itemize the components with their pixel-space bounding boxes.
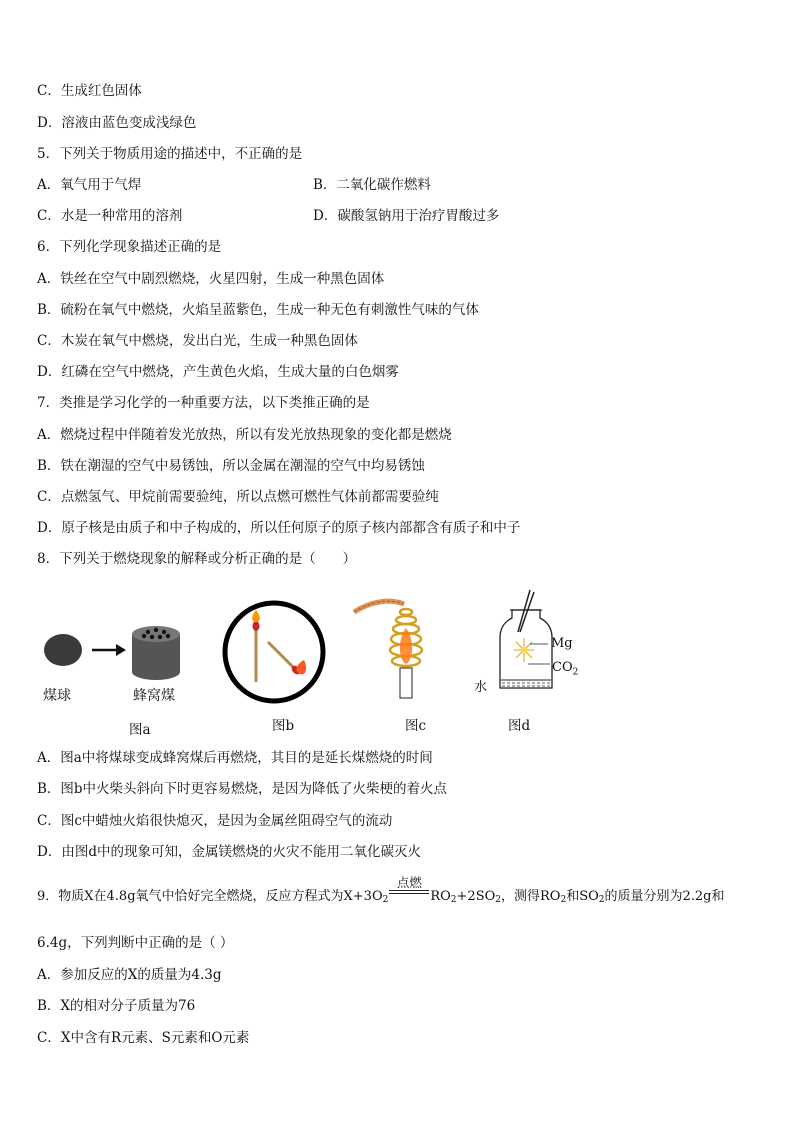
q9-stem-line1: 9．物质X在4.8g氧气中恰好完全燃烧，反应方程式为$X+3O_2$ 点燃 $RO_2+2SO_2$，测得$RO_2$和$SO_2$的质量分别为2.2g和 [37,875,725,905]
honeycomb-coal-icon [132,626,180,680]
q8-stem: 8．下列关于燃烧现象的解释或分析正确的是（ ） [37,551,357,567]
figure-b-matches [220,598,328,706]
figure-c-caption: 图c [405,718,427,734]
q8-option-c: C．图c中蜡烛火焰很快熄灭，是因为金属丝阻碍空气的流动 [37,813,393,829]
q7-option-c: C．点燃氢气、甲烷前需要验纯，所以点燃可燃性气体前都需要验纯 [37,489,439,505]
prev-option-c: C．生成红色固体 [37,83,142,99]
tongs-icon [518,590,530,632]
q9-option-c: C．X中含有R元素、S元素和O元素 [37,1030,250,1046]
q9-stem-line2: 6.4g，下列判断中正确的是（ ） [37,935,234,951]
q7-option-d: D．原子核是由质子和中子构成的，所以任何原子的原子核内部都含有质子和中子 [37,520,521,536]
figure-d-label-mg: Mg [551,636,573,651]
prev-option-d: D．溶液由蓝色变成浅绿色 [37,115,197,131]
q5-option-d: D．碳酸氢钠用于治疗胃酸过多 [313,208,500,224]
figure-d-caption: 图d [508,718,531,734]
figure-b-caption: 图b [272,718,295,734]
coal-ball-icon [44,634,82,666]
figure-a-label-honeycomb: 蜂窝煤 [133,688,175,704]
figure-d-label-water: 水 [474,680,488,695]
q5-option-b: B．二氧化碳作燃料 [313,177,431,193]
q8-option-a: A．图a中将煤球变成蜂窝煤后再燃烧，其目的是延长煤燃烧的时间 [37,750,433,766]
reaction-condition: 点燃 [389,888,429,906]
q6-option-a: A．铁丝在空气中剧烈燃烧，火星四射，生成一种黑色固体 [37,271,385,287]
q7-option-b: B．铁在潮湿的空气中易锈蚀，所以金属在潮湿的空气中均易锈蚀 [37,458,425,474]
figure-d-label-co2: $CO_2$ [552,660,579,678]
q6-option-d: D．红磷在空气中燃烧，产生黄色火焰，生成大量的白色烟雾 [37,364,399,380]
arrow-icon [116,644,126,656]
wire-handle-icon [354,601,404,612]
q5-stem: 5．下列关于物质用途的描述中，不正确的是 [37,146,303,162]
q7-option-a: A．燃烧过程中伴随着发光放热，所以有发光放热现象的变化都是燃烧 [37,427,452,443]
q9-option-a: A．参加反应的X的质量为4.3g [37,967,222,983]
q7-stem: 7．类推是学习化学的一种重要方法，以下类推正确的是 [37,395,370,411]
q5-option-a: A．氧气用于气焊 [37,177,142,193]
q6-option-c: C．木炭在氧气中燃烧，发出白光，生成一种黑色固体 [37,333,358,349]
figure-a-coal [40,622,190,694]
figure-c-candle-coil [348,594,438,702]
q8-option-b: B．图b中火柴头斜向下时更容易燃烧，是因为降低了火柴梗的着火点 [37,781,448,797]
candle-icon [400,668,412,698]
q6-option-b: B．硫粉在氧气中燃烧，火焰呈蓝紫色，生成一种无色有刺激性气味的气体 [37,302,479,318]
figure-d-jar [490,588,560,700]
figure-a-caption: 图a [129,722,151,738]
q9-option-b: B．X的相对分子质量为76 [37,998,196,1014]
q8-option-d: D．由图d中的现象可知，金属镁燃烧的火灾不能用二氧化碳灭火 [37,844,421,860]
figure-a-label-coal-ball: 煤球 [43,688,71,704]
q5-option-c: C．水是一种常用的溶剂 [37,208,183,224]
q6-stem: 6．下列化学现象描述正确的是 [37,239,222,255]
